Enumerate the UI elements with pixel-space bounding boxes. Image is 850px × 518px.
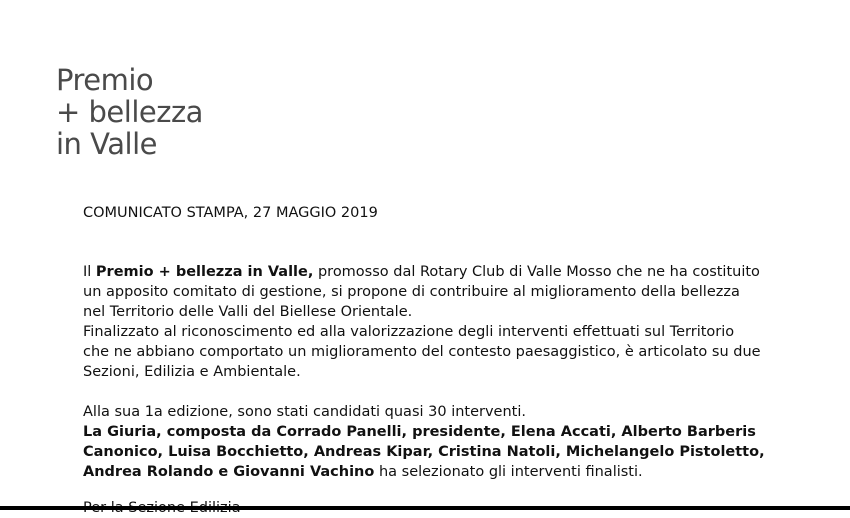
- jury-line-3: [83, 462, 783, 482]
- press-release-body: [83, 262, 783, 482]
- intro-text: Il: [83, 264, 96, 280]
- paragraph-1-line-1: [83, 262, 783, 282]
- prize-logo: [56, 64, 203, 160]
- paragraph-1-line-6: Sezioni, Edilizia e Ambientale.: [83, 364, 301, 380]
- press-release-dateline: COMUNICATO STAMPA, 27 MAGGIO 2019: [83, 205, 378, 221]
- jury-line-2: [83, 442, 783, 462]
- logo-line-3: in Valle: [56, 127, 157, 161]
- logo-line-1: Premio: [56, 63, 154, 97]
- line-1-rest: promosso dal Rotary Club di Valle Mosso che ne ha costituito: [313, 264, 760, 280]
- paragraph-1-line-4: Finalizzato al riconoscimento ed alla valorizzazione degli interventi effettuati sul Territorio: [83, 324, 735, 340]
- jury-text-2: Canonico, Luisa Bocchietto, Andreas Kipar, Cristina Natoli, Michelangelo Pistoletto,: [83, 444, 765, 460]
- prize-name: Premio + bellezza in Valle,: [95, 264, 314, 280]
- paragraph-2-line-1: Alla sua 1a edizione, sono stati candidati quasi 30 interventi.: [83, 404, 526, 420]
- jury-line-1: [83, 422, 783, 442]
- paragraph-spacer: [83, 382, 783, 402]
- logo-line-2: + bellezza: [56, 95, 203, 129]
- jury-line-3-rest: ha selezionato gli interventi finalisti.: [374, 464, 643, 480]
- paragraph-1-line-3: nel Territorio delle Valli del Biellese Orientale.: [83, 304, 413, 320]
- paragraph-1-line-2: un apposito comitato di gestione, si propone di contribuire al miglioramento della bellezza: [83, 284, 740, 300]
- paragraph-1-line-5: che ne abbiano comportato un miglioramento del contesto paesaggistico, è articolato su due: [83, 344, 761, 360]
- jury-text-1: La Giuria, composta da Corrado Panelli, presidente, Elena Accati, Alberto Barberis: [83, 424, 756, 440]
- jury-text-3: Andrea Rolando e Giovanni Vachino: [83, 464, 375, 480]
- bottom-border: [0, 506, 850, 510]
